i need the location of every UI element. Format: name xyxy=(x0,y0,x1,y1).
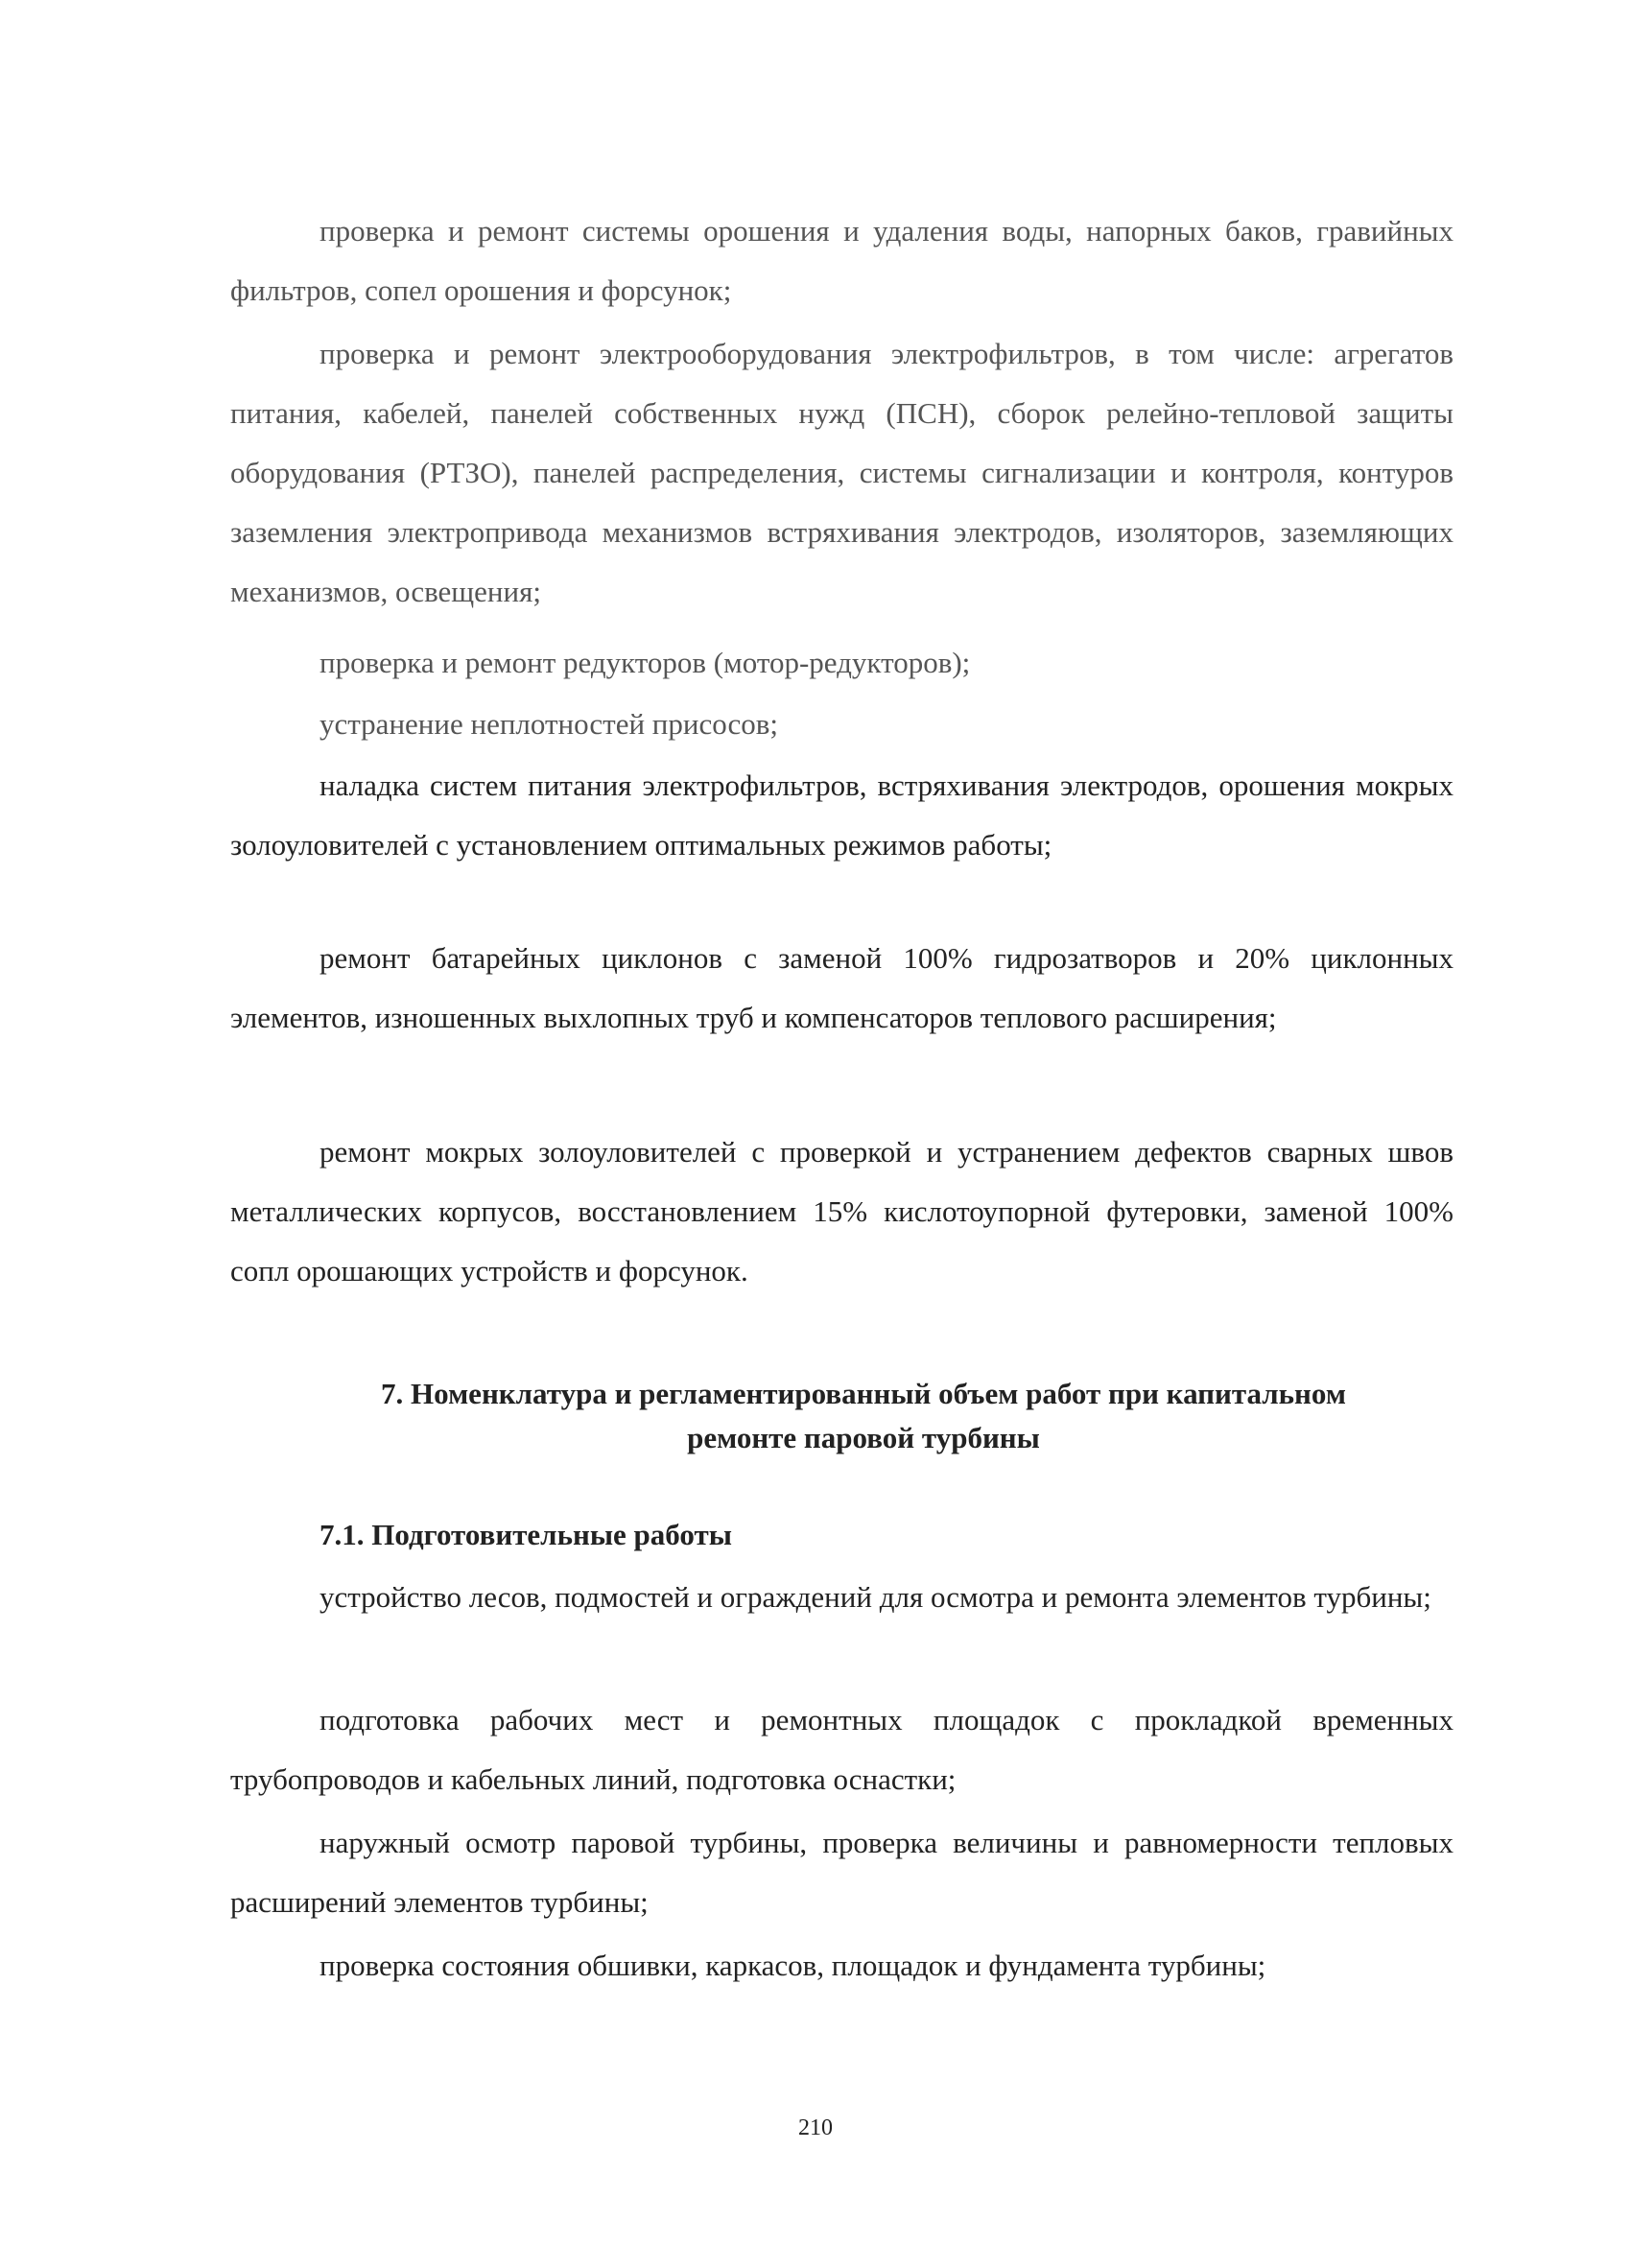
paragraph: проверка и ремонт редукторов (мотор-редукторов); xyxy=(319,646,971,679)
paragraph: проверка и ремонт системы орошения и удаления воды, напорных баков, гравийных фильтров, сопел орошения и форсунок; xyxy=(230,214,1454,307)
paragraph: проверка и ремонт электрооборудования электрофильтров, в том числе: агрегатов питания, кабелей, панелей собственных нужд (ПСН), сборок релейно-тепловой защиты оборудования (РТЗО), панелей распределения, системы сигнализации и контроля, контуров заземления электропривода механизмов встряхивания электродов, изоляторов, заземляющих механизмов, освещения; xyxy=(230,337,1454,608)
paragraph: ремонт мокрых золоуловителей с проверкой и устранением дефектов сварных швов металлических корпусов, восстановлением 15% кислотоупорной футеровки, заменой 100% сопл орошающих устройств и форсунок. xyxy=(230,1135,1454,1288)
paragraph: проверка состояния обшивки, каркасов, площадок и фундамента турбины; xyxy=(319,1949,1266,1982)
paragraph: ремонт батарейных циклонов с заменой 100% гидрозатворов и 20% циклонных элементов, изношенных выхлопных труб и компенсаторов теплового расширения; xyxy=(230,941,1454,1034)
section-heading: 7. Номенклатура и регламентированный объем работ при капитальном ремонте паровой турбины xyxy=(381,1377,1346,1454)
paragraph: устройство лесов, подмостей и ограждений для осмотра и ремонта элементов турбины; xyxy=(319,1580,1431,1614)
paragraph: наладка систем питания электрофильтров, встряхивания электродов, орошения мокрых золоуловителей с установлением оптимальных режимов работы; xyxy=(230,768,1454,862)
paragraph: подготовка рабочих мест и ремонтных площадок с прокладкой временных трубопроводов и кабельных линий, подготовка оснастки; xyxy=(230,1703,1454,1796)
paragraph: устранение неплотностей присосов; xyxy=(319,707,779,741)
subsection-heading: 7.1. Подготовительные работы xyxy=(319,1518,732,1551)
paragraph: наружный осмотр паровой турбины, проверка величины и равномерности тепловых расширений элементов турбины; xyxy=(230,1826,1454,1919)
page-number: 210 xyxy=(798,2115,833,2140)
